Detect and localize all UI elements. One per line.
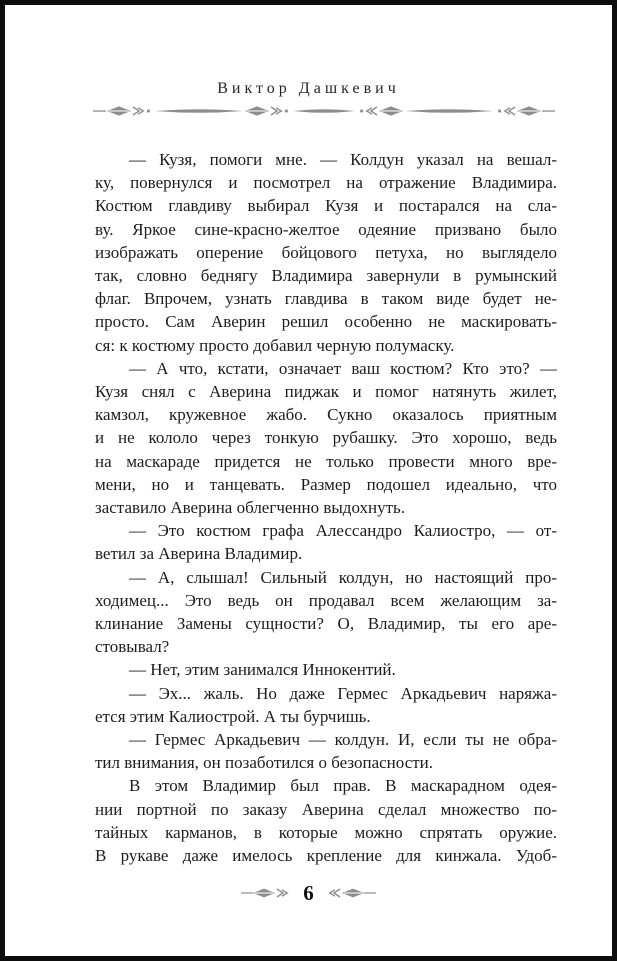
text-line: — А что, кстати, означает ваш костюм? Кто это? — [129,358,557,378]
text-line: стовывал? [95,637,170,657]
text-line: — Эх... жаль. Но даже Гермес Аркадьевич наряжа- [129,683,557,703]
paragraph [95,774,557,867]
page-number: 6 [303,881,314,905]
text-line: Костюм главдиву выбирал Кузя и постарался на сла- [95,196,557,216]
page-footer [5,881,612,905]
text-line: ветил за Аверина Владимир. [95,544,303,564]
text-line: ву. Яркое сине-красно-желтое одеяние призвано было [95,219,557,239]
paragraph [95,728,557,774]
text-line: заставило Аверина облегченно выдохнуть. [95,498,406,518]
text-line: так, словно беднягу Владимира завернули в румынский [95,266,557,286]
text-line: В рукаве даже имелось крепление для кинжала. Удоб- [95,846,557,866]
text-line: В этом Владимир был прав. В маскарадном одея- [129,776,557,796]
text-line: ку, повернулся и посмотрел на отражение Владимира. [95,173,557,193]
text-line: просто. Сам Аверин решил особенно не маскировать- [95,312,557,332]
paragraph [95,148,557,357]
text-line: — Гермес Аркадьевич — колдун. И, если ты не обра- [129,730,557,750]
paragraph [95,658,557,681]
text-line: изображать оперение бойцового петуха, но выглядело [95,242,557,262]
text-line: флаг. Впрочем, узнать главдива в таком виде будет не- [95,289,557,309]
text-line: ется этим Калиострой. А ты бурчишь. [95,706,371,726]
text-line: ходимец... Это ведь он продавал всем желающим за- [95,590,557,610]
text-line: — Кузя, помоги мне. — Колдун указал на вешал- [129,150,557,169]
text-line: тил внимания, он позаботился о безопасности. [95,753,434,773]
text-line: Кузя снял с Аверина пиджак и помог натянуть жилет, [95,382,557,402]
paragraph [95,357,557,519]
footer-left-ornament-icon [241,885,291,901]
text-line: нии портной по заказу Аверина сделал множество по- [95,799,557,819]
footer-right-ornament-icon [326,885,376,901]
text-line: — Это костюм графа Алессандро Калиостро, — от- [129,521,557,541]
text-line: ся: к костюму просто добавил черную полумаску. [95,335,455,355]
text-line: и не кололо через тонкую рубашку. Это хорошо, ведь [95,428,557,448]
text-line: — Нет, этим занимался Иннокентий. [129,660,396,680]
paragraph [95,519,557,565]
running-header-author: Виктор Дашкевич [217,80,400,97]
paragraph [95,682,557,728]
header-divider-ornament-icon [93,104,555,118]
text-line: мени, но и танцевать. Размер подошел идеально, что [95,474,557,494]
text-line: — А, слышал! Сильный колдун, но настоящий про- [129,567,557,587]
text-line: тайных карманов, в которые можно спрятать оружие. [95,822,557,842]
text-block [95,148,557,867]
paragraph [95,566,557,659]
text-line: камзол, кружевное жабо. Сукно оказалось приятным [95,405,557,425]
text-line: клинание Замены сущности? О, Владимир, ты его аре- [95,614,557,634]
text-line: на маскараде придется не только провести много вре- [95,451,557,471]
